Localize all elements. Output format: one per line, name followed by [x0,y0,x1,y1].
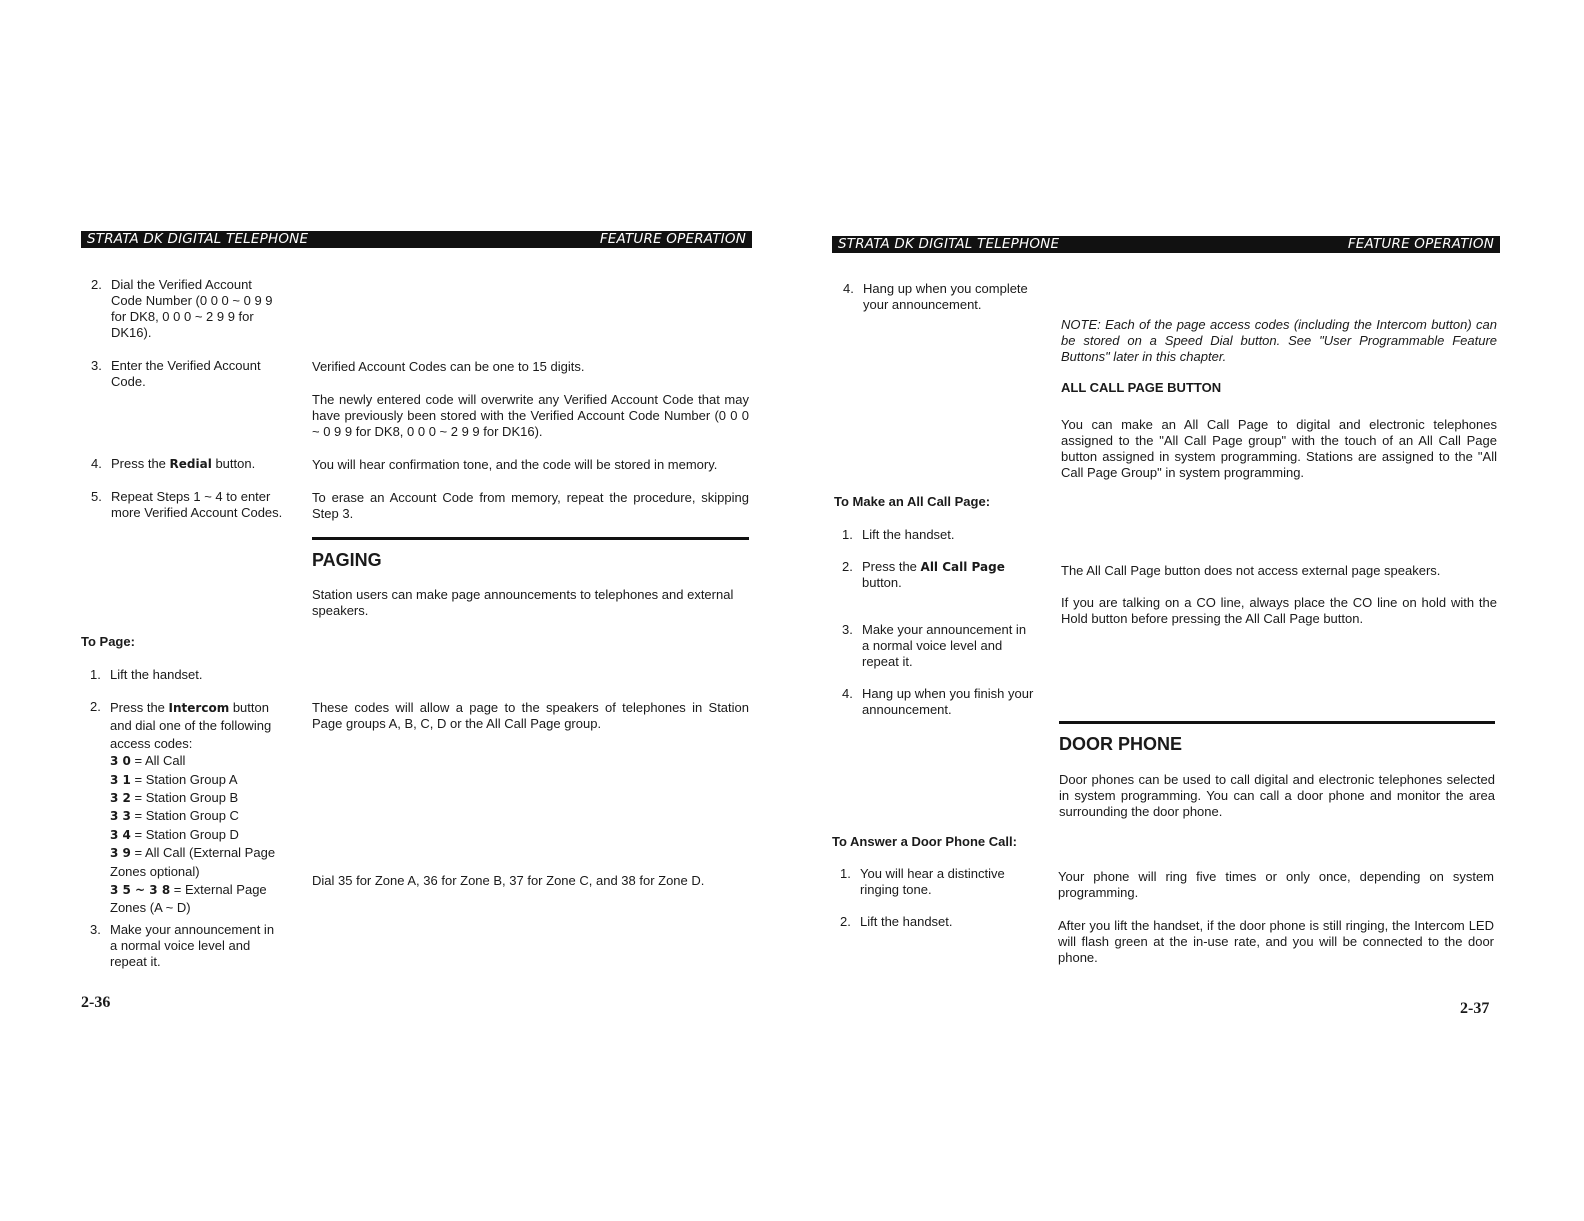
access-code: 3 1 [110,772,131,787]
step-text-line: Hang up when you finish your [862,686,1034,701]
step-number: 4. [842,686,853,701]
right-page-header [832,236,1500,253]
step-text-line: your announcement. [863,297,982,312]
step-text-line: Make your announcement in [110,922,275,937]
step-text: button. [211,456,256,471]
note-zones: Dial 35 for Zone A, 36 for Zone B, 37 for Zone C, and 38 for Zone D. [312,873,705,888]
access-code-row [110,899,275,917]
page-number-right: 2-37 [1460,1000,1490,1017]
redial-key-label: Redial [169,457,212,471]
header-title: STRATA DK DIGITAL TELEPHONE [87,231,309,247]
step-text: button [229,700,269,715]
note-overwrite: The newly entered code will overwrite any Verified Account Code that may have previously been stored with the Verified Account Code Number (0 0 0 ~ 0 9 9 for DK8, 0 0 0 ~ 2 9 9 for DK16). [312,392,749,439]
step-text-line: more Verified Account Codes. [111,505,283,520]
access-code-desc: = Station Group C [130,808,239,824]
header-title: STRATA DK DIGITAL TELEPHONE [838,236,1060,252]
step-text-line: Hang up when you complete [863,281,1028,296]
step-text-line: Code Number (0 0 0 ~ 0 9 9 [111,293,273,308]
step-number: 2. [90,699,101,714]
paging-title: PAGING [312,550,382,570]
access-code-desc: = External Page [170,882,267,898]
step-text: Lift the handset. [862,527,955,542]
step-text: Press the [110,700,169,715]
step-text-line: Dial the Verified Account [111,277,252,292]
step-number: 2. [842,559,853,574]
step-text-line: announcement. [862,702,952,717]
access-code: 3 9 [110,846,131,861]
step-number: 3. [842,622,853,637]
step-number: 2. [840,914,851,929]
access-code: 3 3 [110,809,131,824]
step-text-line: Code. [111,374,146,389]
access-code-desc: = Station Group A [130,771,238,787]
access-code-row [110,789,275,807]
step-number: 1. [840,866,851,881]
access-code-row [110,881,275,899]
step-text-line: a normal voice level and [110,938,251,953]
header-section: FEATURE OPERATION [1347,236,1494,252]
access-code: 3 5 ~ 3 8 [110,883,171,898]
page-number-left: 2-36 [81,994,111,1011]
step-text-line: button. [862,575,902,590]
section-divider [1059,721,1495,724]
access-code-row [110,752,275,770]
step-text-line: repeat it. [110,954,161,969]
paging-intro: Station users can make page announcements to telephones and external speakers. [312,587,734,618]
step-text-line: for DK8, 0 0 0 ~ 2 9 9 for [111,309,254,324]
all-call-intro: You can make an All Call Page to digital and electronic telephones assigned to the "All Call Page group" with the touch of an All Call Page button assigned in system programming. Stations are assigned to the "All Call Page Group" in system programming. [1061,417,1497,480]
header-section: FEATURE OPERATION [599,231,746,247]
note-confirmation-tone: You will hear confirmation tone, and the code will be stored in memory. [312,457,718,472]
note-intercom-led: After you lift the handset, if the door phone is still ringing, the Intercom LED will flash green at the in-use rate, and you will be connected to the door phone. [1058,918,1494,965]
access-code-row [110,771,275,789]
access-code: 3 4 [110,827,131,842]
access-code-row [110,807,275,825]
note-ring-times: Your phone will ring five times or only once, depending on system programming. [1058,869,1494,900]
step-number: 4. [91,456,102,471]
to-all-call-heading: To Make an All Call Page: [834,494,991,509]
all-call-title: ALL CALL PAGE BUTTON [1061,380,1222,395]
step-number: 5. [91,489,102,504]
step-number: 3. [91,358,102,373]
step-text: Press the [111,456,170,471]
step-text-line: ringing tone. [860,882,932,897]
access-code-desc: = All Call [130,753,186,769]
step-text-line: a normal voice level and [862,638,1003,653]
step-number: 3. [90,922,101,937]
note-code-length: Verified Account Codes can be one to 15 digits. [312,359,585,374]
access-code-desc: = Station Group D [130,826,239,842]
step-text-line: Repeat Steps 1 ~ 4 to enter [111,489,271,504]
note-no-external: The All Call Page button does not access external page speakers. [1061,563,1441,578]
access-code: 3 0 [110,754,131,769]
step-number: 4. [843,281,854,296]
door-phone-intro: Door phones can be used to call digital and electronic telephones selected in system programming. You can call a door phone and monitor the area surrounding the door phone. [1059,772,1495,819]
section-divider [312,537,749,540]
step-text-line: Enter the Verified Account [111,358,261,373]
to-answer-door-heading: To Answer a Door Phone Call: [832,834,1017,849]
note-hold-co-line: If you are talking on a CO line, always place the CO line on hold with the Hold button before pressing the All Call Page button. [1061,595,1497,626]
intercom-key-label: Intercom [168,701,230,715]
step-number: 1. [842,527,853,542]
door-phone-title: DOOR PHONE [1059,734,1183,754]
step-text-line: You will hear a distinctive [860,866,1005,881]
step-text: Lift the handset. [110,667,203,682]
to-page-heading: To Page: [81,634,135,649]
step-text-line: Make your announcement in [862,622,1027,637]
note-erase: To erase an Account Code from memory, repeat the procedure, skipping Step 3. [312,490,749,521]
step-number: 2. [91,277,102,292]
note-speed-dial: NOTE: Each of the page access codes (including the Intercom button) can be stored on a Speed Dial button. See "User Programmable Feature Buttons" later in this chapter. [1061,317,1497,364]
access-code-desc: Zones optional) [110,863,200,879]
step-number: 1. [90,667,101,682]
access-code-desc: Zones (A ~ D) [110,900,191,916]
access-code: 3 2 [110,791,131,806]
access-code-row [110,863,275,881]
access-code-row [110,826,275,844]
step-text-line: repeat it. [862,654,913,669]
step-text-line: and dial one of the following [110,718,272,734]
step-text: Press the [862,559,921,574]
note-page-codes: These codes will allow a page to the speakers of telephones in Station Page groups A, B, C, D or the All Call Page group. [312,700,749,731]
left-page-header [81,231,752,248]
access-code-desc: = Station Group B [130,790,239,806]
step-text: Lift the handset. [860,914,953,929]
step-text-line: access codes: [110,735,193,751]
access-code-row [110,844,275,862]
all-call-page-key-label: All Call Page [920,560,1005,574]
step-text-line: DK16). [111,325,152,340]
access-code-desc: = All Call (External Page [130,845,276,861]
